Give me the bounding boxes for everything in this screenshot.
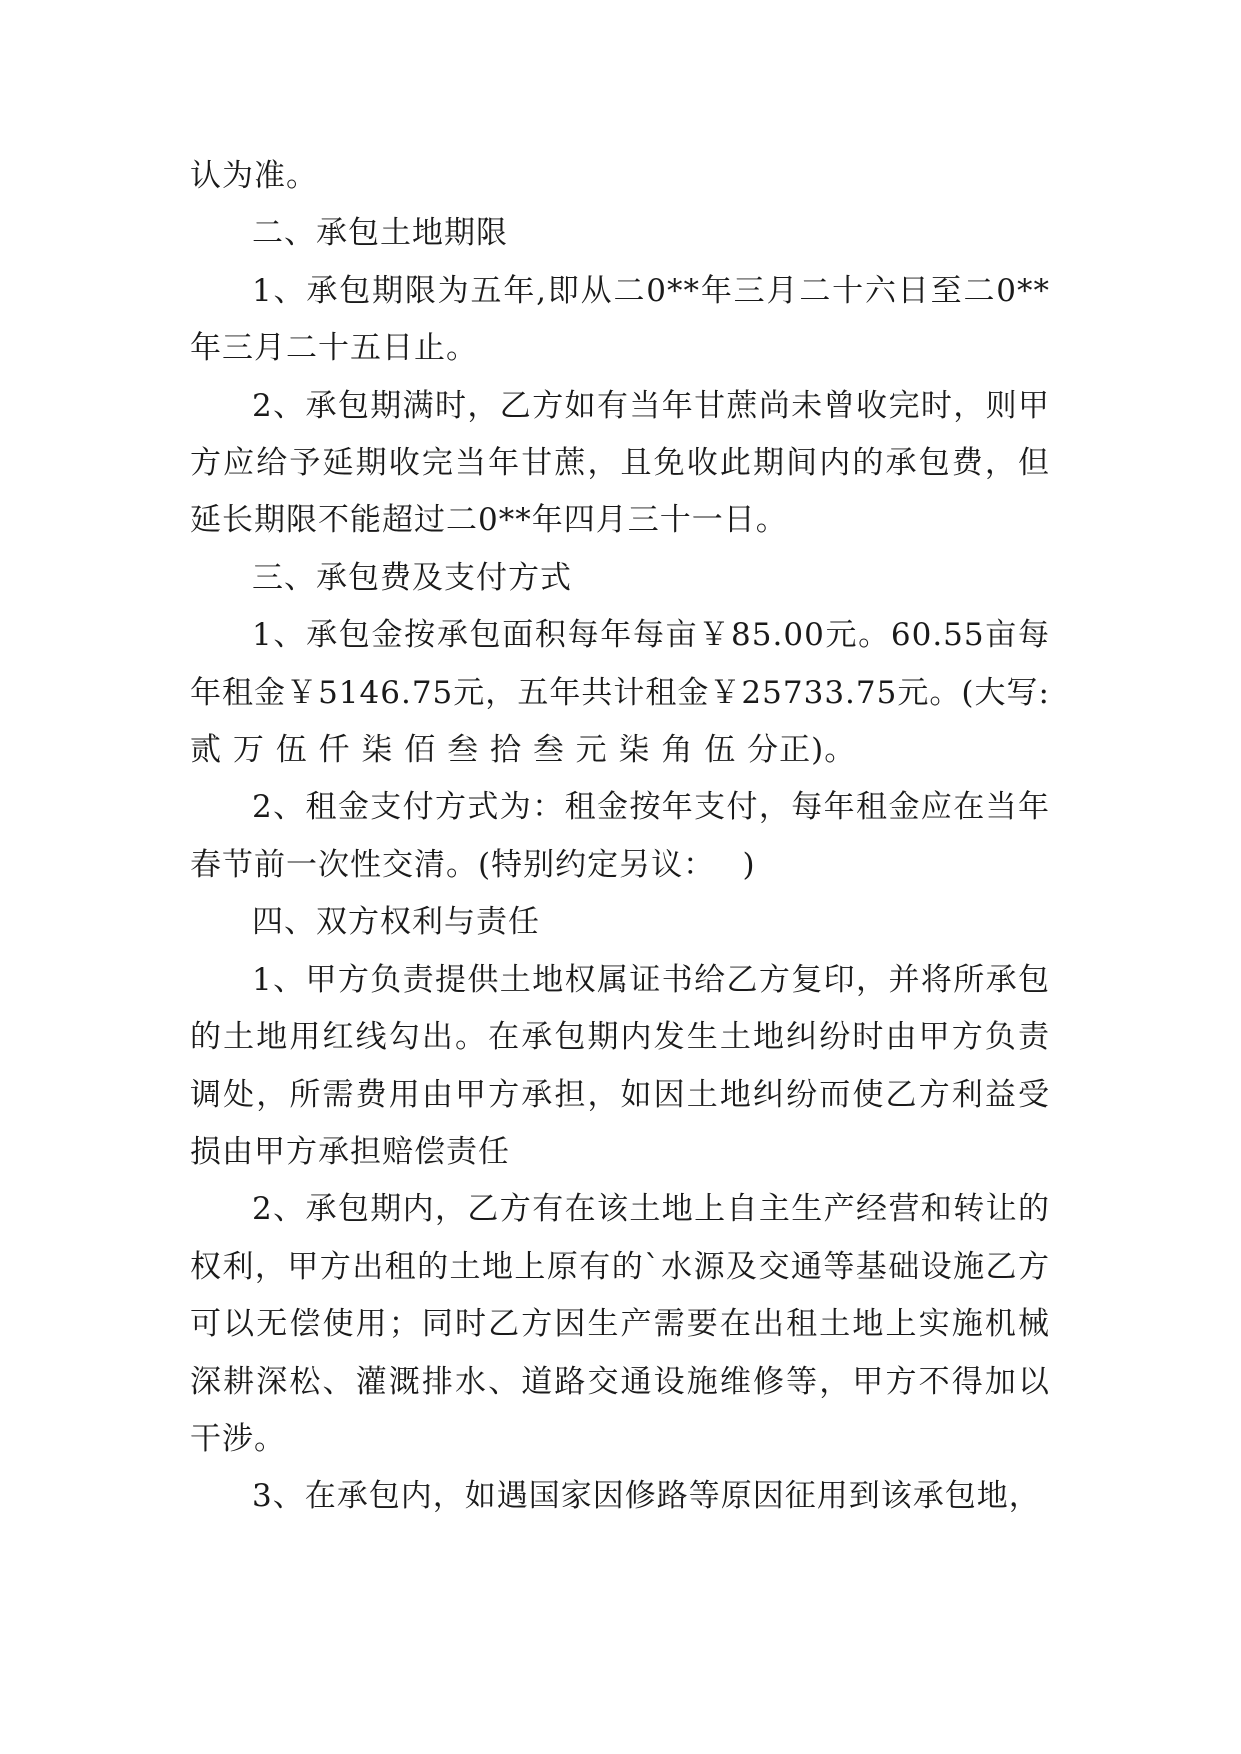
paragraph-term-period: 1、承包期限为五年,即从二0**年三月二十六日至二0**年三月二十五日止。 bbox=[190, 272, 1050, 367]
paragraph-rights-party-a: 1、甲方负责提供土地权属证书给乙方复印，并将所承包的土地用红线勾出。在承包期内发生土地纠纷时由甲方负责调处，所需费用由甲方承担，如因土地纠纷而使乙方利益受损由甲方承担赔偿责任 bbox=[190, 961, 1050, 1170]
paragraph-payment-amount: 1、承包金按承包面积每年每亩￥85.00元。60.55亩每年租金￥5146.75元，五年共计租金￥25733.75元。(大写:贰 万 伍 仟 柒 佰 叁 拾 叁 元 柒 角 伍 分正)。 bbox=[190, 617, 1050, 769]
paragraph-rights-party-b: 2、承包期内，乙方有在该土地上自主生产经营和转让的权利，甲方出租的土地上原有的`水源及交通等基础设施乙方可以无偿使用；同时乙方因生产需要在出租土地上实施机械深耕深松、灌溉排水、道路交通设施维修等，甲方不得加以干涉。 bbox=[190, 1191, 1050, 1457]
section-heading-payment: 三、承包费及支付方式 bbox=[252, 559, 572, 596]
paragraph-payment-method: 2、租金支付方式为：租金按年支付，每年租金应在当年春节前一次性交清。(特别约定另议： ) bbox=[190, 789, 1050, 883]
document-body bbox=[190, 148, 1050, 1526]
paragraph-term-extension: 2、承包期满时，乙方如有当年甘蔗尚未曾收完时，则甲方应给予延期收完当年甘蔗，且免收此期间内的承包费，但延长期限不能超过二0**年四月三十一日。 bbox=[190, 387, 1050, 539]
section-heading-term: 二、承包土地期限 bbox=[252, 215, 508, 252]
paragraph-rights-expropriation: 3、在承包内，如遇国家因修路等原因征用到该承包地， bbox=[252, 1478, 1041, 1515]
paragraph-continuation: 认为准。 bbox=[190, 158, 318, 194]
section-heading-rights: 四、双方权利与责任 bbox=[252, 904, 540, 941]
